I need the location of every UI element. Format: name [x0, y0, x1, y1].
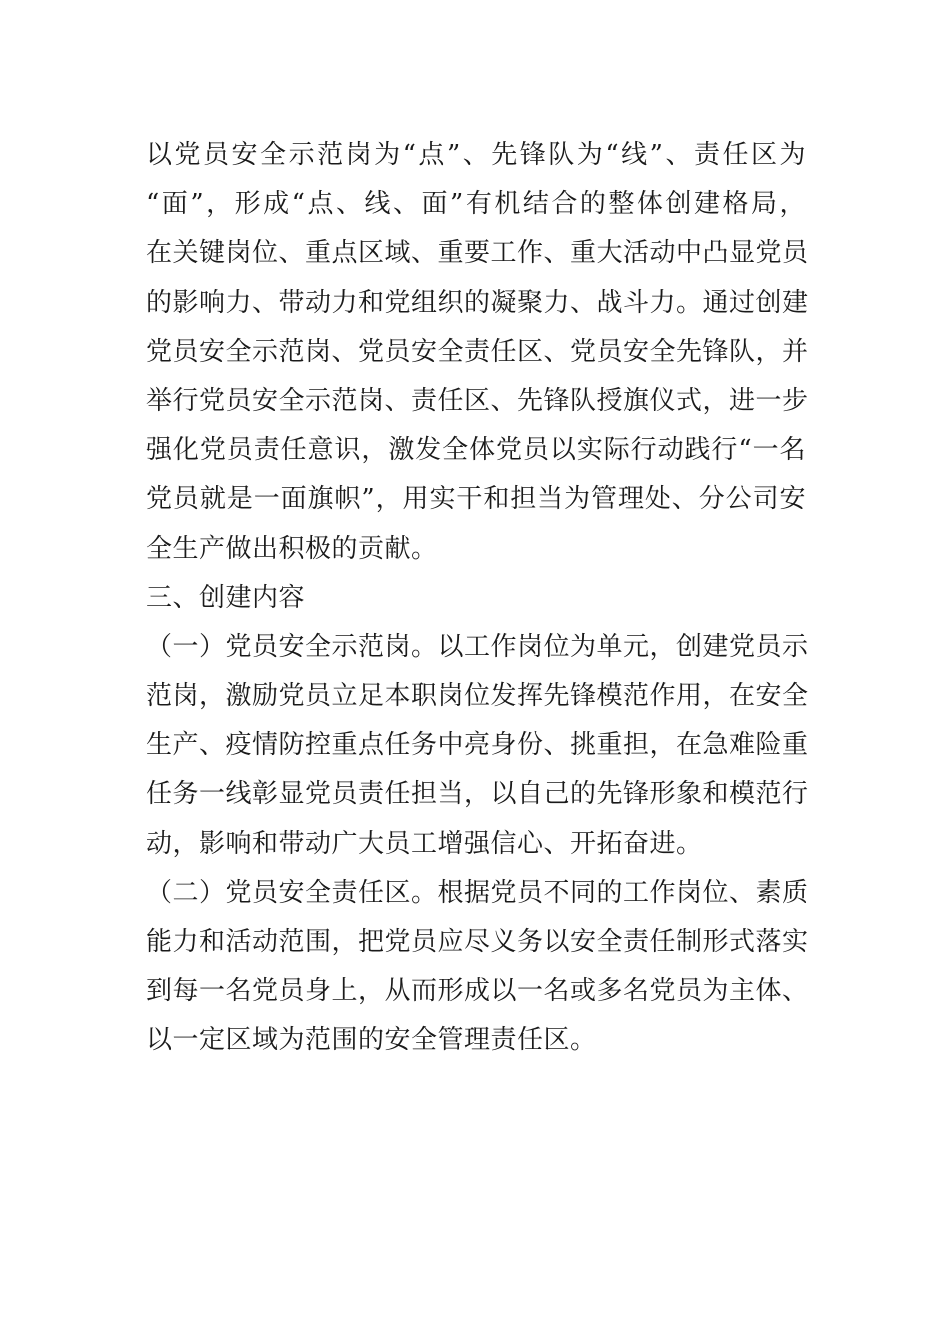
text-line: 动，影响和带动广大员工增强信心、开拓奋进。	[146, 828, 703, 859]
text-line: “面”，形成“点、线、面”有机结合的整体创建格局，	[146, 189, 806, 220]
document-body	[146, 131, 809, 1066]
text-line: 的影响力、带动力和党组织的凝聚力、战斗力。通过创建	[146, 287, 809, 318]
text-line: 生产、疫情防控重点任务中亮身份、挑重担，在急难险重	[146, 730, 809, 761]
text-line: 在关键岗位、重点区域、重要工作、重大活动中凸显党员	[146, 238, 809, 269]
text-line: 能力和活动范围，把党员应尽义务以安全责任制形式落实	[146, 927, 809, 957]
text-line: 范岗，激励党员立足本职岗位发挥先锋模范作用，在安全	[146, 681, 809, 712]
text-line: （二）党员安全责任区。根据党员不同的工作岗位、素质	[146, 877, 809, 908]
text-line: 强化党员责任意识，激发全体党员以实际行动践行“一名	[146, 435, 806, 466]
text-line: 任务一线彰显党员责任担当，以自己的先锋形象和模范行	[146, 779, 809, 810]
text-line: 以党员安全示范岗为“点”、先锋队为“线”、责任区为	[146, 140, 806, 170]
text-line: 党员安全示范岗、党员安全责任区、党员安全先锋队，并	[146, 336, 809, 367]
text-line: 到每一名党员身上，从而形成以一名或多名党员为主体、	[146, 976, 809, 1007]
text-line: 以一定区域为范围的安全管理责任区。	[146, 1025, 597, 1056]
text-line: 党员就是一面旗帜”，用实干和担当为管理处、分公司安	[146, 484, 806, 515]
text-line: （一）党员安全示范岗。以工作岗位为单元，创建党员示	[146, 631, 809, 662]
text-line: 举行党员安全示范岗、责任区、先锋队授旗仪式，进一步	[146, 385, 809, 416]
section-heading: 三、创建内容	[146, 582, 306, 613]
text-line: 全生产做出积极的贡献。	[146, 533, 438, 564]
